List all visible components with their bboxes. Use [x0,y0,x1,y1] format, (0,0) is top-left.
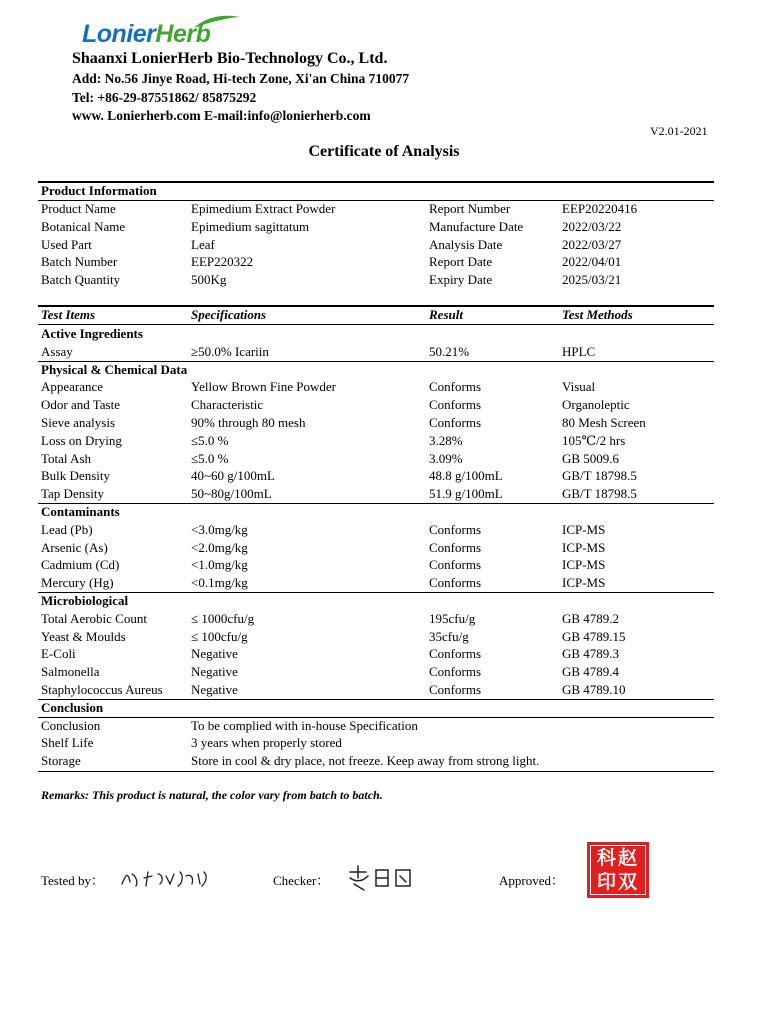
company-phone: Tel: +86-29-87551862/ 85875292 [72,90,257,105]
conclusion-label: Storage [41,753,81,769]
conclusion-value: To be complied with in-house Specification [191,717,418,733]
test-specification: <1.0mg/kg [191,557,248,573]
divider [38,324,714,325]
test-method: GB 4789.4 [562,664,620,680]
conclusion-value: Store in cool & dry place, not freeze. Keep away from strong light. [191,753,540,769]
test-specification: Negative [191,682,238,697]
test-result: 48.8 g/100mL [429,468,503,484]
test-method: ICP-MS [562,557,606,573]
product-info-value: EEP220322 [191,254,254,269]
test-result: Conforms [429,646,481,662]
test-result: 3.28% [429,432,463,448]
test-method: ICP-MS [562,521,606,537]
test-result: Conforms [429,521,481,537]
test-method: 80 Mesh Screen [562,415,646,430]
test-method: ICP-MS [562,539,606,555]
test-method: GB 4789.10 [562,682,626,697]
product-info-label: Product Name [41,201,116,216]
product-info-label: Batch Number [41,254,118,269]
test-specification: Negative [191,664,238,680]
section-title: Microbiological [41,593,129,608]
col-header-test-items: Test Items [41,307,96,322]
test-specification: <3.0mg/kg [191,521,248,537]
divider [38,503,714,504]
test-item: E-Coli [41,646,76,662]
test-result: 3.09% [429,450,463,466]
test-method: GB/T 18798.5 [562,486,637,502]
company-logo [74,12,244,52]
product-info-value: EEP20220416 [562,201,638,216]
conclusion-label: Shelf Life [41,735,94,751]
test-result: 35cfu/g [429,628,469,644]
test-item: Mercury (Hg) [41,575,114,591]
test-specification: 50~80g/100mL [191,486,272,502]
test-method: GB 4789.2 [562,610,620,626]
product-info-value: 2025/03/21 [562,272,622,287]
test-method: GB/T 18798.5 [562,468,637,484]
test-method: GB 4789.3 [562,646,620,662]
test-item: Odor and Taste [41,397,120,413]
test-item: Appearance [41,379,104,395]
test-specification: 90% through 80 mesh [191,415,306,430]
document-title: Certificate of Analysis [308,143,460,160]
test-method: GB 5009.6 [562,450,620,466]
product-info-label: Used Part [41,237,92,252]
product-info-label: Analysis Date [429,237,503,252]
test-item: Cadmium (Cd) [41,557,120,573]
conclusion-label: Conclusion [41,717,101,733]
test-item: Tap Density [41,486,104,502]
test-item: Sieve analysis [41,415,116,430]
company-name: Shaanxi LonierHerb Bio-Technology Co., Ltd. [72,50,388,67]
test-result: Conforms [429,415,481,430]
test-specification: Yellow Brown Fine Powder [191,379,336,395]
document-version: V2.01-2021 [650,124,708,138]
tester-signature [118,866,213,890]
product-info-label: Expiry Date [429,272,493,287]
divider [38,592,714,593]
test-specification: ≤ 1000cfu/g [191,610,255,626]
product-info-value: 2022/04/01 [562,254,622,269]
test-item: Assay [41,343,73,359]
section-title: Physical & Chemical Data [41,361,188,377]
test-method: Organoleptic [562,397,630,413]
product-info-label: Report Date [429,254,493,269]
section-title: Contaminants [41,504,120,519]
product-info-label: Botanical Name [41,219,126,234]
test-item: Salmonella [41,664,100,680]
test-result: Conforms [429,539,481,555]
test-item: Loss on Drying [41,432,122,448]
product-info-label: Report Number [429,201,511,216]
product-info-value: 2022/03/27 [562,237,622,252]
product-info-value: Leaf [191,237,215,252]
product-info-label: Batch Quantity [41,272,121,287]
test-specification: Negative [191,646,238,662]
logo-wordmark: LonierHerb [82,20,211,48]
product-info-value: Epimedium sagittatum [191,219,310,234]
section-product-information: Product Information [41,183,157,198]
section-title: Active Ingredients [41,326,143,341]
checker-label: Checker： [273,873,330,888]
test-specification: ≤5.0 % [191,432,229,448]
test-result: Conforms [429,557,481,573]
test-result: 51.9 g/100mL [429,486,503,502]
test-method: 105℃/2 hrs [562,432,626,448]
product-info-value: 500Kg [191,272,227,287]
test-result: Conforms [429,397,481,413]
test-result: 50.21% [429,343,470,359]
company-web-email: www. Lonierherb.com E-mail:info@lonierherb.com [72,108,371,123]
test-method: ICP-MS [562,575,606,591]
test-item: Arsenic (As) [41,539,108,555]
col-header-result: Result [429,307,463,322]
product-info-value: 2022/03/22 [562,219,622,234]
approval-seal-stamp [587,842,649,898]
test-specification: 40~60 g/100mL [191,468,275,484]
product-info-value: Epimedium Extract Powder [191,201,336,216]
company-address: Add: No.56 Jinye Road, Hi-tech Zone, Xi'an China 710077 [72,71,410,86]
test-specification: ≥50.0% Icariin [191,343,269,359]
test-result: Conforms [429,682,481,697]
col-header-test-methods: Test Methods [562,307,633,322]
test-specification: <2.0mg/kg [191,539,248,555]
test-result: 195cfu/g [429,610,476,626]
test-item: Total Ash [41,450,92,466]
test-specification: Characteristic [191,397,264,413]
tested-by-label: Tested by： [41,873,104,888]
product-info-label: Manufacture Date [429,219,524,234]
test-item: Yeast & Moulds [41,628,126,644]
test-method: HPLC [562,343,596,359]
test-item: Total Aerobic Count [41,610,147,626]
approved-label: Approved： [499,873,564,888]
test-item: Lead (Pb) [41,521,93,537]
test-method: Visual [562,379,596,395]
seal-characters: 科赵 印双 [590,845,646,895]
test-result: Conforms [429,379,481,395]
test-result: Conforms [429,575,481,591]
conclusion-value: 3 years when properly stored [191,735,342,751]
test-specification: ≤5.0 % [191,450,229,466]
table-bottom-rule [38,771,714,772]
section-conclusion: Conclusion [41,699,104,715]
test-specification: <0.1mg/kg [191,575,248,591]
divider [38,699,714,700]
test-item: Bulk Density [41,468,110,484]
test-item: Staphylococcus Aureus [41,682,163,697]
col-header-specifications: Specifications [191,307,267,322]
test-result: Conforms [429,664,481,680]
checker-signature [346,864,416,892]
test-specification: ≤ 100cfu/g [191,628,248,644]
remarks-note: Remarks: This product is natural, the color vary from batch to batch. [41,788,383,802]
test-method: GB 4789.15 [562,628,626,644]
